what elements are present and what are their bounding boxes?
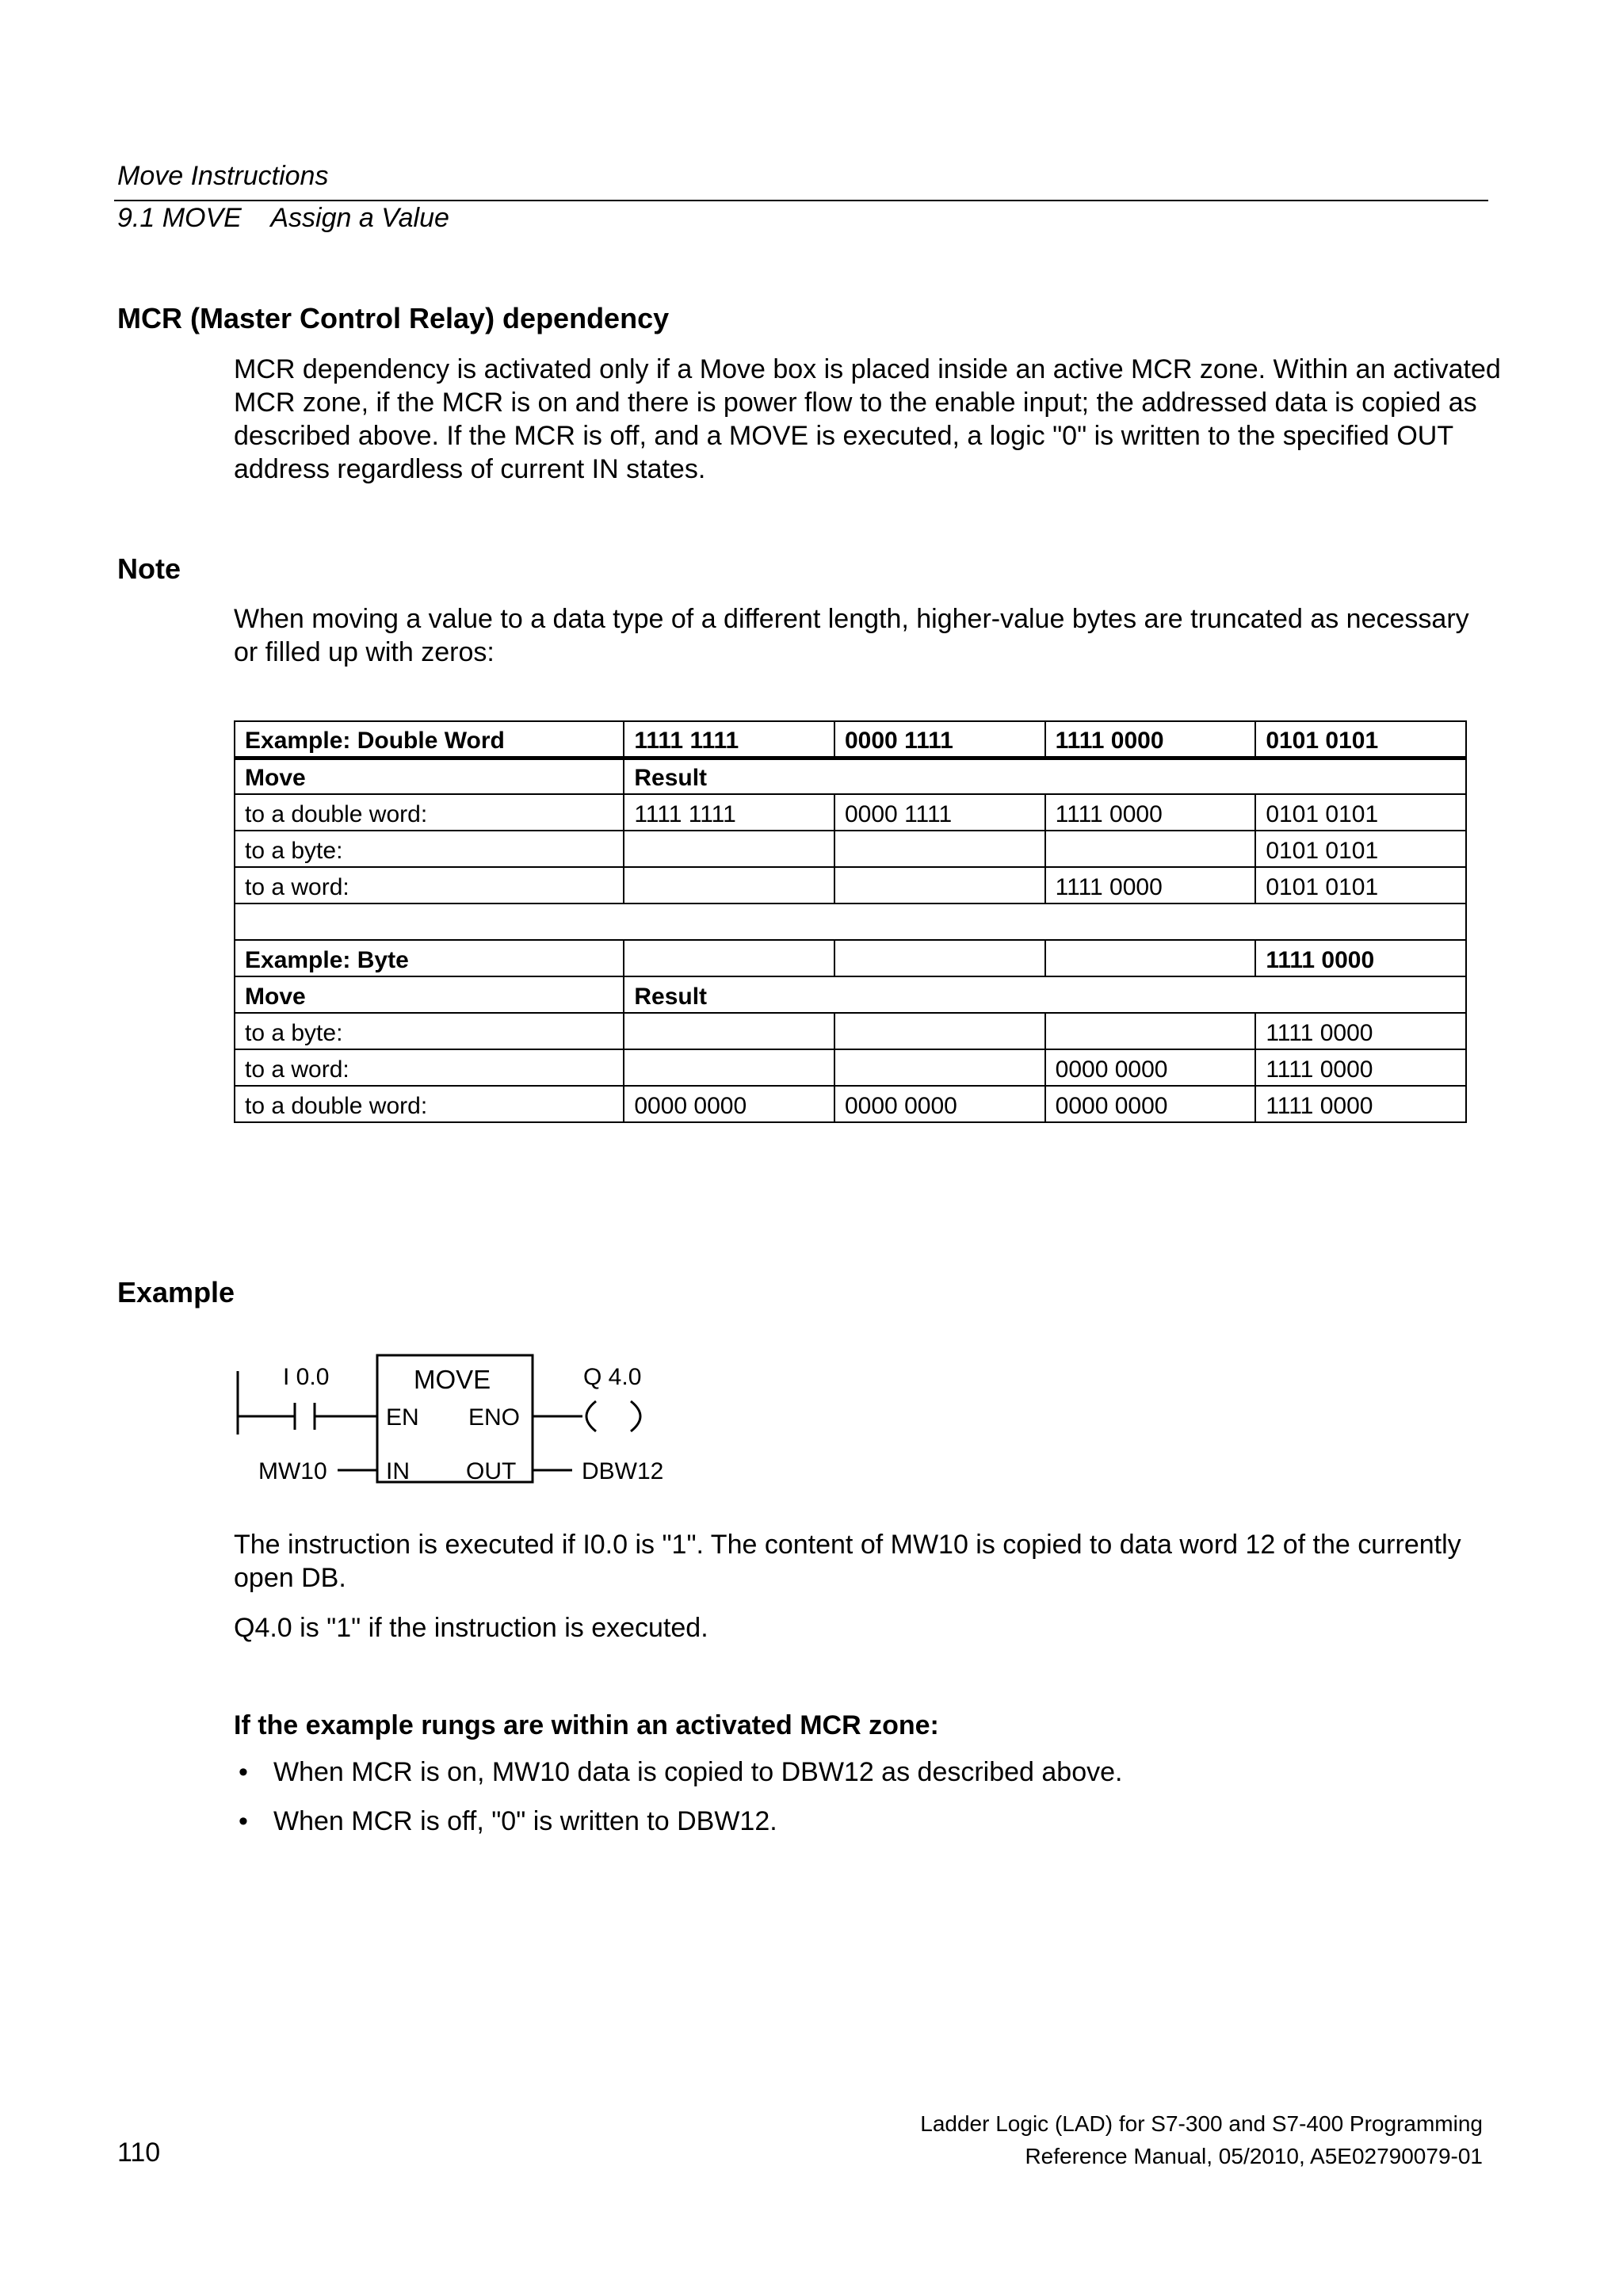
table-subheader-row	[235, 758, 1466, 794]
en-label: EN	[386, 1404, 419, 1431]
table-cell: Example: Double Word	[235, 721, 624, 758]
note-paragraph: When moving a value to a data type of a different length, higher-value bytes are truncated as necessary or filled up with zeros:	[234, 604, 1469, 667]
table-spacer-row	[235, 904, 1466, 940]
table-cell: to a word:	[235, 867, 624, 904]
table-cell	[834, 940, 1045, 976]
footer-title: Ladder Logic (LAD) for S7-300 and S7-400 Programming	[920, 2111, 1483, 2136]
table-cell: 0101 0101	[1255, 831, 1466, 867]
truncation-table	[234, 720, 1467, 1123]
mcr-heading: MCR (Master Control Relay) dependency	[117, 302, 670, 334]
table-cell: 1111 0000	[1255, 1049, 1466, 1086]
table-cell: 0000 1111	[834, 794, 1045, 831]
coil-icon	[586, 1401, 640, 1431]
example-result-paragraph: Q4.0 is "1" if the instruction is executed.	[234, 1613, 708, 1643]
list-item: • When MCR is on, MW10 data is copied to DBW12 as described above.	[234, 1755, 1122, 1789]
table-cell: 1111 0000	[1255, 1013, 1466, 1049]
running-header-chapter: Move Instructions	[117, 161, 329, 191]
page-number: 110	[117, 2137, 161, 2168]
table-subheader-row	[235, 976, 1466, 1013]
eno-label: ENO	[468, 1404, 521, 1431]
table-row	[235, 1086, 1466, 1122]
table-cell: Move	[235, 758, 624, 794]
contact-no-icon	[295, 1403, 315, 1430]
table-cell: 0000 0000	[1045, 1049, 1256, 1086]
table-row	[235, 794, 1466, 831]
ladder-diagram	[230, 1347, 705, 1498]
out-label: OUT	[466, 1458, 517, 1484]
table-cell: 0000 0000	[1045, 1086, 1256, 1122]
table-cell	[834, 1013, 1045, 1049]
mcr-paragraph: MCR dependency is activated only if a Move box is placed inside an active MCR zone. Within an activated MCR zone, if the MCR is on and there is power flow to the enable input; the addressed data is copied as described above. If the MCR is off, and a MOVE is executed, a logic "0" is written to the specified OUT address regardless of current IN states.	[234, 354, 1501, 484]
running-header-section: 9.1 MOVE Assign a Value	[117, 203, 449, 233]
mcr-zone-heading: If the example rungs are within an activated MCR zone:	[234, 1710, 939, 1740]
table-cell: to a double word:	[235, 1086, 624, 1122]
in-label: IN	[386, 1458, 410, 1484]
table-cell	[834, 831, 1045, 867]
table-cell	[834, 867, 1045, 904]
table-cell: Example: Byte	[235, 940, 624, 976]
table-cell	[624, 940, 834, 976]
table-cell: 0101 0101	[1255, 721, 1466, 758]
table-cell	[624, 1049, 834, 1086]
table-cell: 0000 0000	[834, 1086, 1045, 1122]
table-cell: 1111 0000	[1255, 1086, 1466, 1122]
footer-manual: Reference Manual, 05/2010, A5E02790079-01	[1025, 2144, 1483, 2168]
table-cell: 1111 0000	[1045, 867, 1256, 904]
table-cell	[1045, 940, 1256, 976]
contact-label: I 0.0	[283, 1364, 330, 1390]
table-cell: 0101 0101	[1255, 794, 1466, 831]
table-cell: to a double word:	[235, 794, 624, 831]
table-cell: to a byte:	[235, 1013, 624, 1049]
table-header-row	[235, 940, 1466, 976]
table-cell: Result	[624, 758, 1466, 794]
table-cell: 1111 1111	[624, 721, 834, 758]
in-operand: MW10	[258, 1458, 327, 1484]
example-paragraph: The instruction is executed if I0.0 is "1". The content of MW10 is copied to data word 12 of the currently open DB.	[234, 1530, 1461, 1593]
table-cell: Result	[624, 976, 1466, 1013]
table-cell: to a word:	[235, 1049, 624, 1086]
table-cell: 1111 1111	[624, 794, 834, 831]
table-row	[235, 1049, 1466, 1086]
coil-label: Q 4.0	[583, 1364, 642, 1390]
example-heading: Example	[117, 1276, 235, 1308]
table-row	[235, 867, 1466, 904]
table-row	[235, 1013, 1466, 1049]
out-operand: DBW12	[582, 1458, 664, 1484]
note-heading: Note	[117, 552, 181, 585]
table-cell	[624, 1013, 834, 1049]
table-cell: 1111 0000	[1255, 940, 1466, 976]
table-cell	[834, 1049, 1045, 1086]
table-row	[235, 831, 1466, 867]
table-cell: to a byte:	[235, 831, 624, 867]
table-cell	[1045, 831, 1256, 867]
table-cell: 0000 1111	[834, 721, 1045, 758]
table-cell: 0101 0101	[1255, 867, 1466, 904]
table-cell	[624, 867, 834, 904]
table-cell: 0000 0000	[624, 1086, 834, 1122]
box-title: MOVE	[414, 1365, 491, 1394]
table-cell	[235, 904, 1466, 940]
table-cell: 1111 0000	[1045, 794, 1256, 831]
table-cell	[1045, 1013, 1256, 1049]
table-cell	[624, 831, 834, 867]
table-cell: Move	[235, 976, 624, 1013]
list-item: • When MCR is off, "0" is written to DBW12.	[234, 1805, 1122, 1838]
table-header-row	[235, 721, 1466, 758]
mcr-bullet-list	[234, 1755, 1122, 1854]
table-cell: 1111 0000	[1045, 721, 1256, 758]
header-rule	[114, 200, 1488, 201]
